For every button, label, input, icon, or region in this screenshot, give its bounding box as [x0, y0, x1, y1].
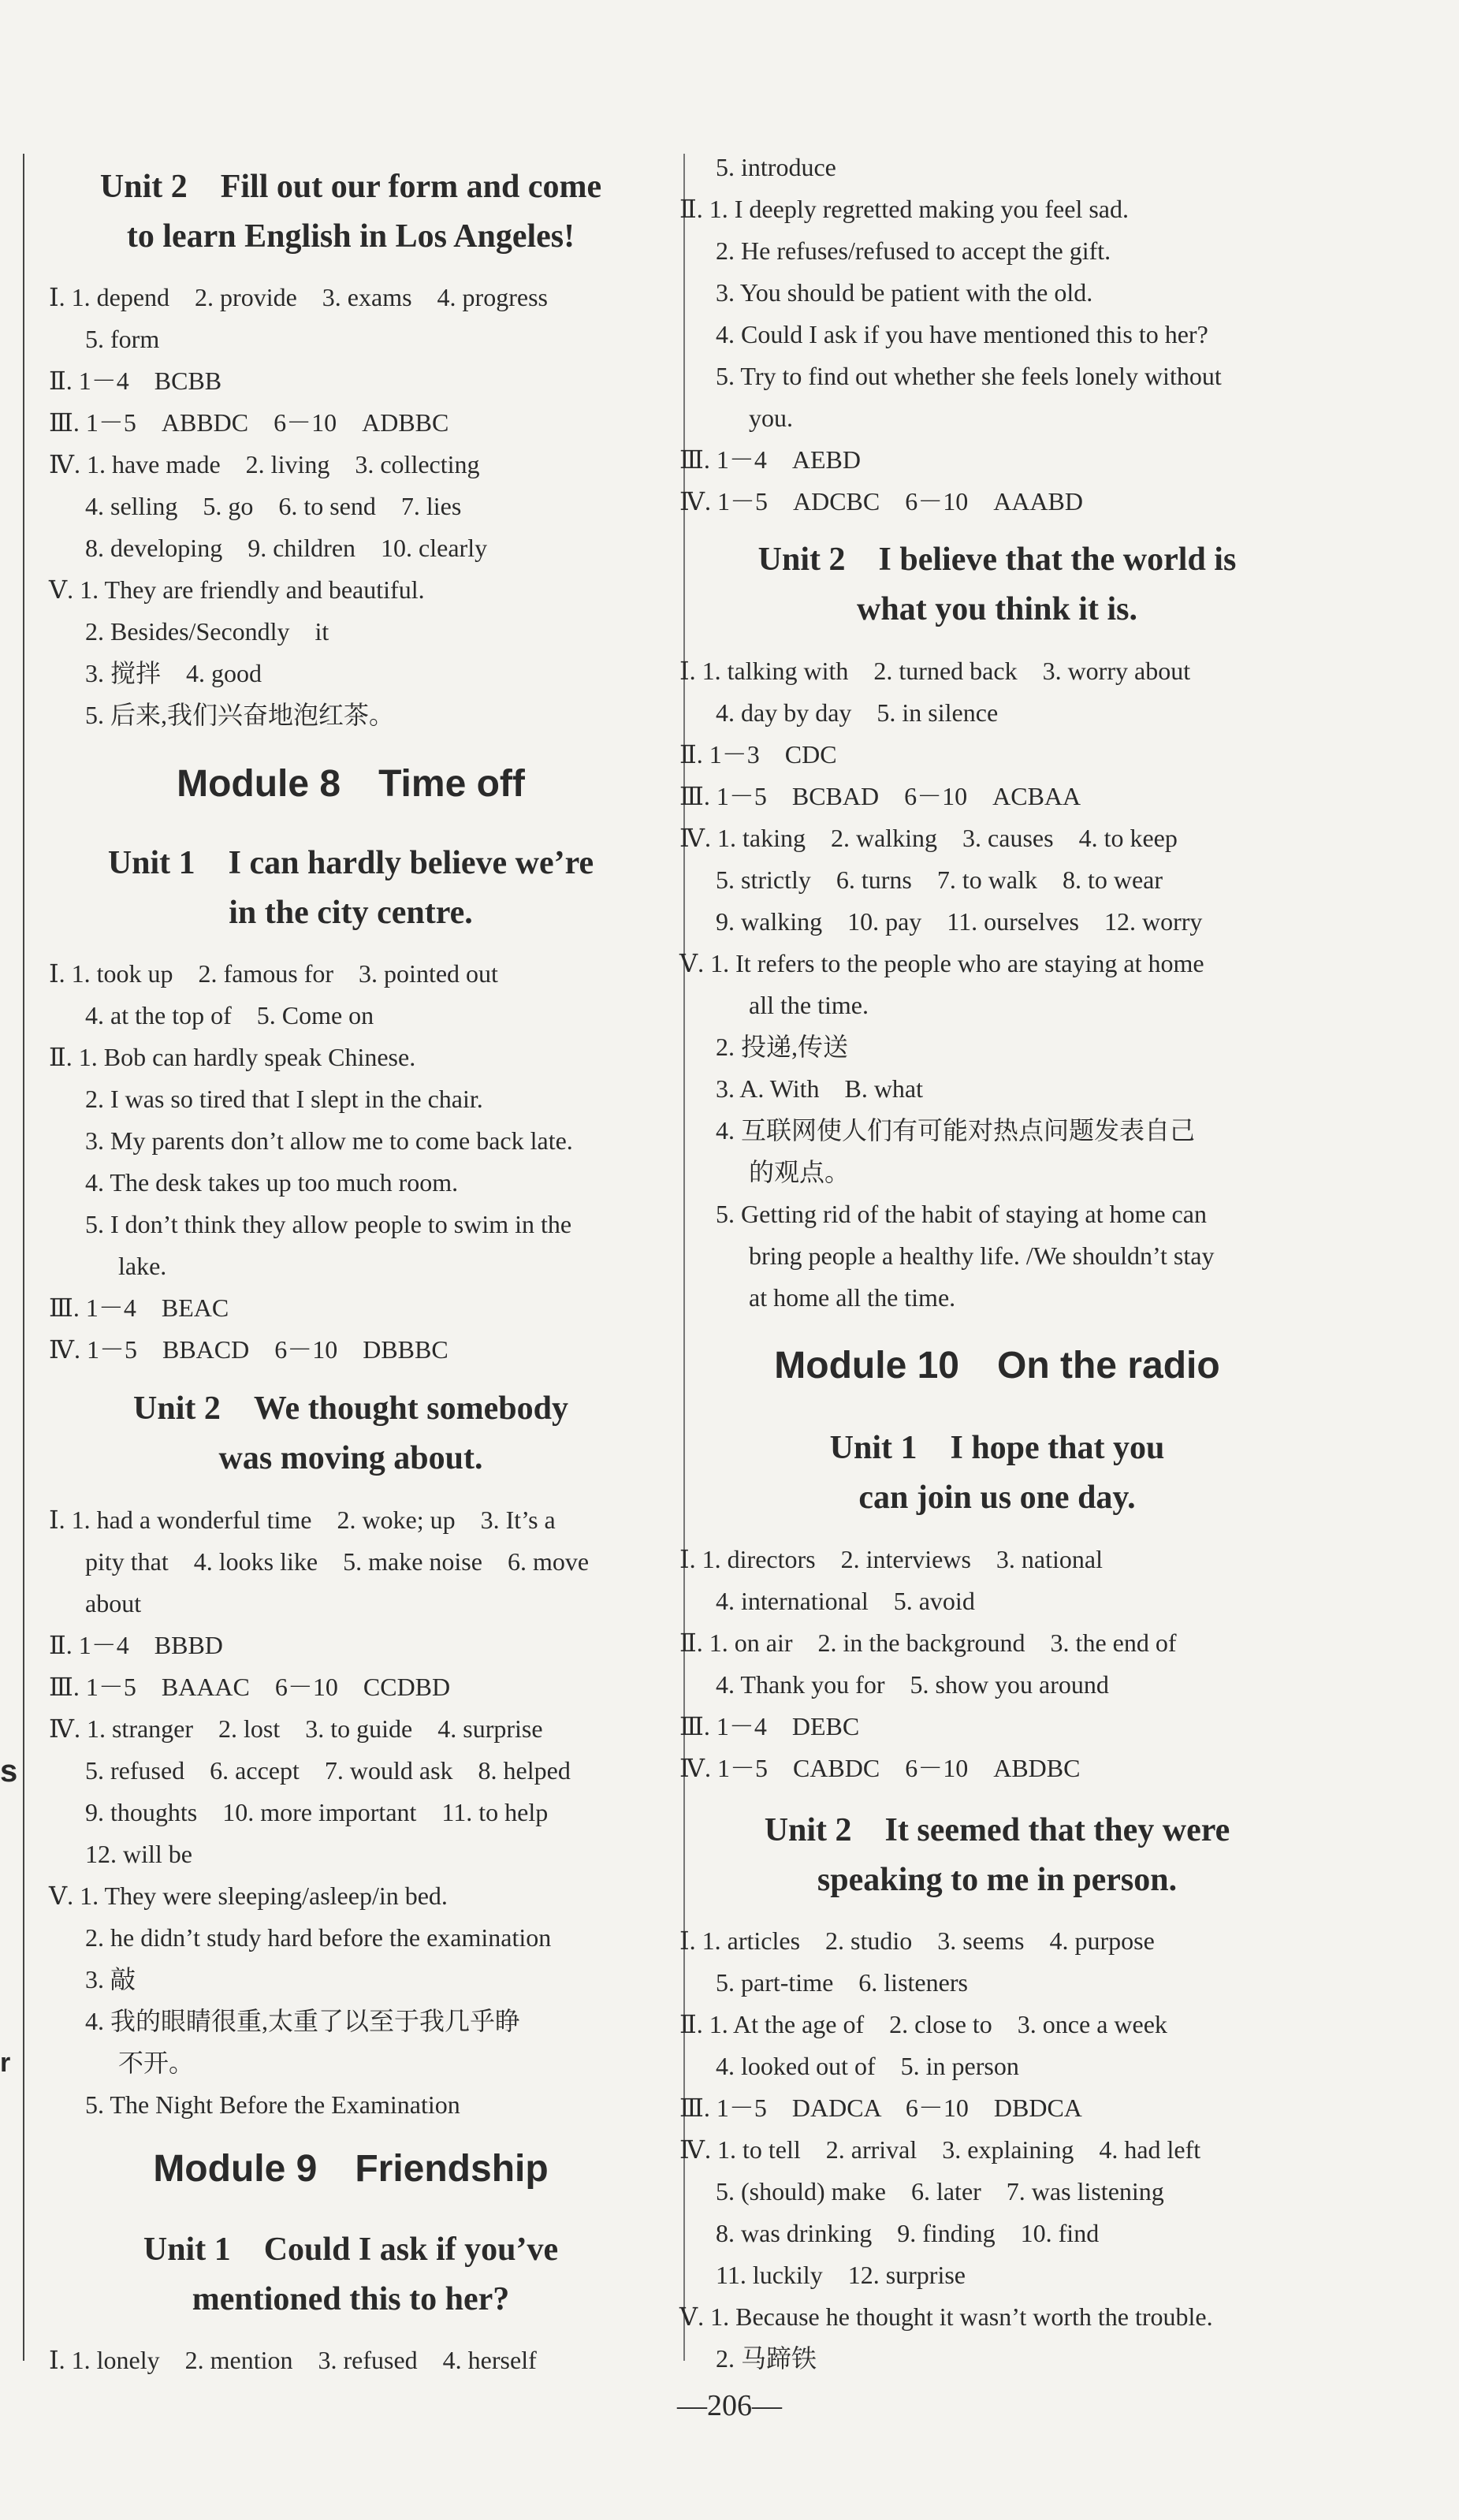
left-border-line	[23, 154, 24, 2361]
answer-line: 3. A. With B. what	[716, 1074, 924, 1103]
unit-title: Unit 2 Fill out our form and come	[99, 169, 602, 205]
unit-title: speaking to me in person.	[817, 1862, 1178, 1898]
answer-line: 3. 敲	[85, 1965, 136, 1993]
answer-line: 5. introduce	[716, 153, 836, 181]
answer-line: 5. strictly 6. turns 7. to walk 8. to wear	[716, 865, 1163, 894]
unit-title: can join us one day.	[858, 1480, 1136, 1516]
answer-line: bring people a healthy life. /We shouldn’t stay	[749, 1241, 1215, 1270]
answer-line: 的观点。	[749, 1158, 850, 1186]
answer-line: lake.	[118, 1252, 167, 1280]
unit-title: Unit 1 I hope that you	[829, 1430, 1165, 1466]
unit-title: Unit 2 I believe that the world is	[757, 542, 1237, 578]
answer-line: 2. 投递,传送	[716, 1033, 849, 1061]
answer-line: 4. Thank you for 5. show you around	[716, 1670, 1109, 1699]
answer-line: Ⅱ. 1－4 BCBB	[49, 367, 222, 395]
unit-title: Unit 1 Could I ask if you’ve	[143, 2232, 559, 2268]
answer-line: 不开。	[118, 2049, 195, 2077]
answer-line: 5. Getting rid of the habit of staying at home can	[716, 1200, 1207, 1228]
answer-line: about	[85, 1589, 142, 1617]
answer-line: Ⅲ. 1－5 ABBDC 6－10 ADBBC	[49, 408, 449, 437]
answer-line: 2. He refuses/refused to accept the gift.	[716, 236, 1111, 265]
answer-line: Ⅴ. 1. Because he thought it wasn’t worth the trouble.	[679, 2302, 1213, 2331]
answer-line: Ⅲ. 1－4 BEAC	[49, 1294, 229, 1322]
unit-title: Unit 2 We thought somebody	[133, 1390, 568, 1427]
answer-line: 4. selling 5. go 6. to send 7. lies	[85, 492, 462, 520]
answer-line: 8. developing 9. children 10. clearly	[85, 534, 488, 562]
answer-line: Ⅱ. 1－4 BBBD	[49, 1631, 223, 1659]
answer-line: Ⅲ. 1－5 DADCA 6－10 DBDCA	[679, 2094, 1082, 2122]
answer-line: 9. thoughts 10. more important 11. to help	[85, 1798, 549, 1826]
answer-line: Ⅱ. 1. on air 2. in the background 3. the end of	[679, 1629, 1177, 1657]
answer-line: Ⅱ. 1. Bob can hardly speak Chinese.	[49, 1043, 416, 1071]
answer-line: Ⅴ. 1. They are friendly and beautiful.	[49, 575, 425, 604]
answer-line: Ⅰ. 1. directors 2. interviews 3. national	[679, 1545, 1103, 1573]
module-title: Module 8 Time off	[177, 763, 525, 805]
answer-line: 3. My parents don’t allow me to come back late.	[85, 1126, 573, 1155]
answer-line: Ⅲ. 1－4 DEBC	[679, 1712, 860, 1740]
answer-line: 4. day by day 5. in silence	[716, 698, 999, 727]
answer-line: Ⅰ. 1. talking with 2. turned back 3. worry about	[679, 657, 1191, 685]
unit-title: in the city centre.	[229, 895, 473, 931]
answer-line: 4. 互联网使人们有可能对热点问题发表自己	[716, 1116, 1196, 1145]
unit-title: was moving about.	[218, 1440, 483, 1476]
answer-line: Ⅳ. 1－5 BBACD 6－10 DBBBC	[49, 1335, 448, 1364]
answer-line: 3. You should be patient with the old.	[716, 278, 1093, 307]
answer-line: Ⅱ. 1. At the age of 2. close to 3. once a week	[679, 2010, 1167, 2038]
answer-line: at home all the time.	[749, 1283, 956, 1312]
answer-line: 11. luckily 12. surprise	[716, 2261, 966, 2289]
answer-line: 4. international 5. avoid	[716, 1587, 975, 1615]
answer-line: 4. looked out of 5. in person	[716, 2052, 1019, 2080]
answer-line: 8. was drinking 9. finding 10. find	[716, 2219, 1100, 2247]
answer-line: 5. Try to find out whether she feels lonely without	[716, 362, 1222, 390]
answer-line: Ⅰ. 1. had a wonderful time 2. woke; up 3. It’s a	[49, 1506, 556, 1534]
answer-line: Ⅴ. 1. They were sleeping/asleep/in bed.	[49, 1882, 448, 1910]
answer-line: you.	[749, 404, 793, 432]
answer-line: Ⅰ. 1. articles 2. studio 3. seems 4. purpose	[679, 1926, 1155, 1955]
unit-title: Unit 1 I can hardly believe we’re	[107, 845, 594, 881]
answer-line: Ⅰ. 1. depend 2. provide 3. exams 4. progress	[49, 283, 548, 311]
answer-line: 4. at the top of 5. Come on	[85, 1001, 374, 1029]
answer-line: 2. Besides/Secondly it	[85, 617, 329, 646]
answer-line: Ⅳ. 1. taking 2. walking 3. causes 4. to keep	[679, 824, 1178, 852]
answer-line: 5. part-time 6. listeners	[716, 1968, 968, 1997]
answer-line: 5. form	[85, 325, 160, 353]
unit-title: to learn English in Los Angeles!	[126, 218, 575, 255]
answer-line: Ⅳ. 1. stranger 2. lost 3. to guide 4. surprise	[49, 1714, 543, 1743]
answer-line: Ⅲ. 1－4 AEBD	[679, 445, 861, 474]
answer-line: 5. (should) make 6. later 7. was listening	[716, 2177, 1164, 2205]
answer-line: 9. walking 10. pay 11. ourselves 12. worry	[716, 907, 1203, 936]
answer-line: Ⅱ. 1. I deeply regretted making you feel sad.	[679, 195, 1129, 223]
unit-title: Unit 2 It seemed that they were	[764, 1812, 1230, 1848]
answer-line: 12. will be	[85, 1840, 192, 1868]
module-title: Module 9 Friendship	[153, 2148, 549, 2190]
page-number: —206—	[677, 2389, 782, 2422]
answer-line: 2. he didn’t study hard before the examination	[85, 1923, 552, 1952]
answer-line: Ⅳ. 1－5 ADCBC 6－10 AAABD	[679, 487, 1084, 516]
edge-fragment-s: s	[0, 1754, 18, 1789]
answer-line: Ⅰ. 1. lonely 2. mention 3. refused 4. herself	[49, 2346, 537, 2374]
module-title: Module 10 On the radio	[774, 1345, 1220, 1387]
answer-line: all the time.	[749, 991, 869, 1019]
answer-line: 5. 后来,我们兴奋地泡红茶。	[85, 701, 395, 729]
answer-line: 5. I don’t think they allow people to swim in the	[85, 1210, 572, 1238]
answer-line: Ⅴ. 1. It refers to the people who are staying at home	[679, 949, 1204, 977]
answer-line: 5. The Night Before the Examination	[85, 2090, 460, 2119]
answer-line: pity that 4. looks like 5. make noise 6. move	[85, 1547, 590, 1576]
unit-title: mentioned this to her?	[192, 2281, 510, 2317]
answer-line: 5. refused 6. accept 7. would ask 8. helped	[85, 1756, 571, 1785]
answer-line: Ⅳ. 1. have made 2. living 3. collecting	[49, 450, 480, 478]
answer-line: Ⅳ. 1－5 CABDC 6－10 ABDBC	[679, 1754, 1081, 1782]
answer-line: 2. I was so tired that I slept in the chair.	[85, 1085, 483, 1113]
answer-line: 4. Could I ask if you have mentioned this to her?	[716, 320, 1208, 348]
answer-line: Ⅱ. 1－3 CDC	[679, 740, 837, 769]
edge-fragment-r: r	[0, 2048, 11, 2078]
answer-line: Ⅲ. 1－5 BCBAD 6－10 ACBAA	[679, 782, 1081, 810]
answer-line: Ⅳ. 1. to tell 2. arrival 3. explaining 4. had left	[679, 2135, 1201, 2164]
answer-line: 4. 我的眼睛很重,太重了以至于我几乎睁	[85, 2007, 521, 2035]
answer-line: 2. 马蹄铁	[716, 2344, 817, 2373]
answer-line: Ⅰ. 1. took up 2. famous for 3. pointed out	[49, 959, 498, 988]
answer-line: Ⅲ. 1－5 BAAAC 6－10 CCDBD	[49, 1673, 451, 1701]
answer-line: 4. The desk takes up too much room.	[85, 1168, 459, 1197]
answer-line: 3. 搅拌 4. good	[85, 659, 262, 687]
unit-title: what you think it is.	[857, 591, 1137, 627]
